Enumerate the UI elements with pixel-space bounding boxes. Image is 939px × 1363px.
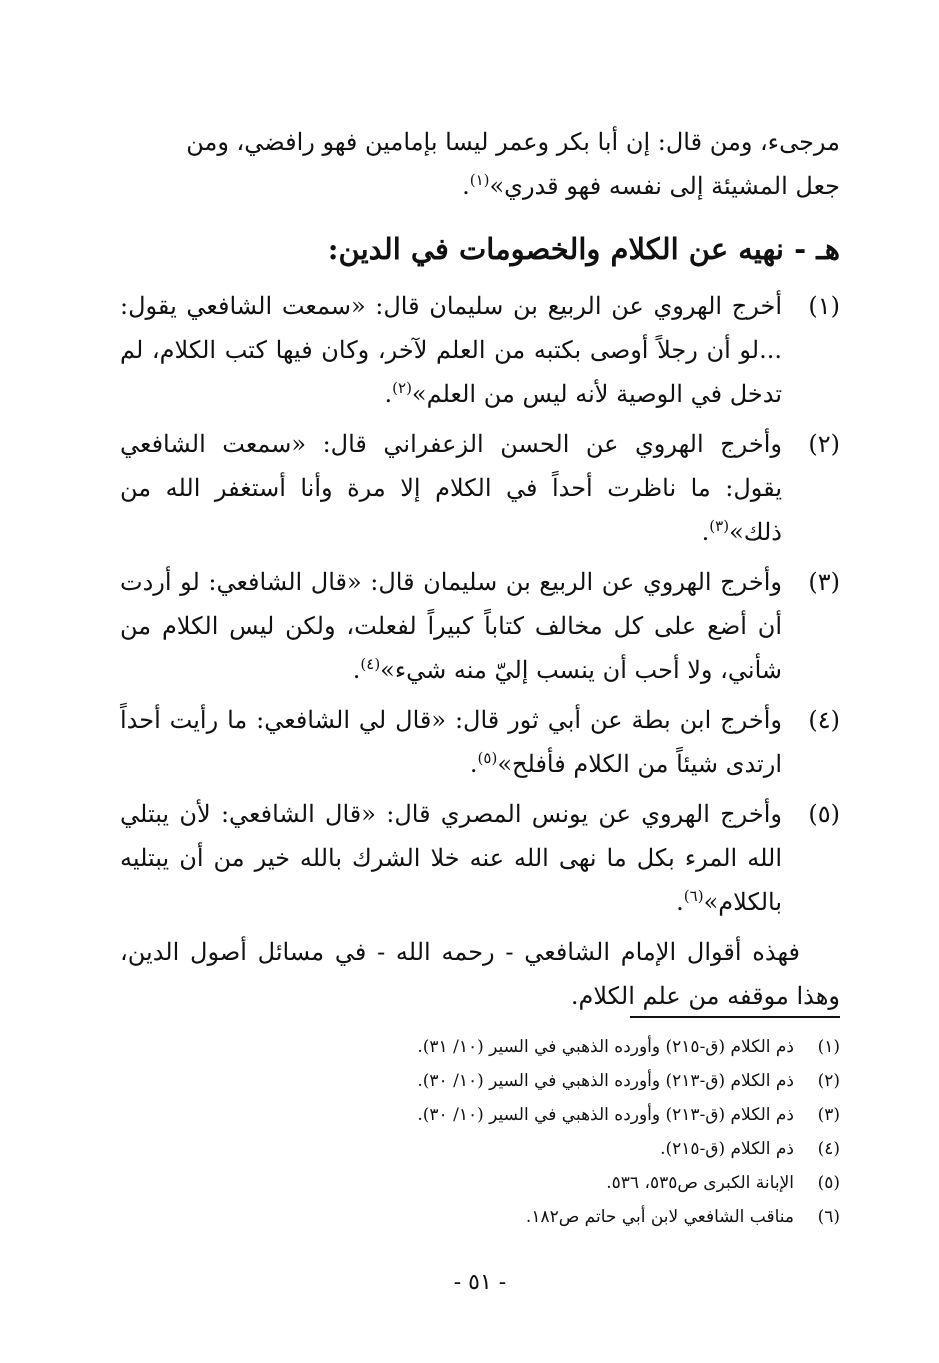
list-item [120, 284, 840, 416]
footnote-text: الإبانة الكبرى ص٥٣٥، ٥٣٦. [606, 1173, 794, 1193]
closing-paragraph: فهذه أقوال الإمام الشافعي - رحمه الله - في مسائل أصول الدين، وهذا موقفه من علم الكلام. [120, 938, 840, 1010]
item-text [120, 422, 782, 554]
page-number: - ٥١ - [453, 1270, 507, 1295]
item-end: . [676, 888, 684, 916]
footnote [120, 1132, 840, 1166]
item-body: وأخرج الهروي عن الحسن الزعفراني قال: «سمعت الشافعي يقول: ما ناظرت أحداً في الكلام إلا مرة وأنا أستغفر الله من ذلك» [120, 430, 782, 546]
footnote-ref: (٢) [392, 379, 412, 397]
item-number: (٢) [808, 430, 840, 458]
intro-paragraph [120, 120, 840, 208]
item-text [120, 560, 782, 692]
intro-line-2: جعل المشيئة إلى نفسه فهو قدري» [489, 172, 840, 200]
page-body [120, 120, 840, 1320]
item-number: (١) [808, 292, 840, 320]
footnotes [120, 1030, 840, 1234]
footnote-number: (٤) [817, 1139, 840, 1159]
footnote-divider [630, 1016, 840, 1018]
list-item [120, 792, 840, 924]
item-text [120, 698, 782, 786]
intro-line-1: مرجىء، ومن قال: إن أبا بكر وعمر ليسا بإمامين فهو رافضي، ومن [186, 128, 840, 156]
item-end: . [469, 750, 478, 778]
list-item [120, 422, 840, 554]
footnote-ref: (٥) [477, 749, 498, 767]
footnote-number: (٥) [817, 1173, 840, 1193]
section-heading: هـ - نهيه عن الكلام والخصومات في الدين: [327, 232, 840, 266]
footnote-ref: (٣) [709, 517, 730, 535]
item-body: أخرج الهروي عن الربيع بن سليمان قال: «سمعت الشافعي يقول: ...لو أن رجلاً أوصى بكتبه من العلم لآخر، وكان فيها كتب الكلام، لم تدخل في الوصية لأنه ليس من العلم» [120, 292, 782, 408]
footnote-number: (٢) [817, 1071, 840, 1091]
item-number: (٤) [808, 706, 840, 734]
footnote-text: ذم الكلام (ق-٢١٥). [660, 1139, 794, 1159]
footnote-ref: (٤) [360, 655, 381, 673]
item-text [120, 284, 782, 416]
footnote-text: ذم الكلام (ق-٢١٣) وأورده الذهبي في السير (١٠/ ٣٠). [417, 1071, 794, 1091]
footnote [120, 1098, 840, 1132]
item-end: . [701, 518, 710, 546]
item-body: وأخرج الهروي عن الربيع بن سليمان قال: «قال الشافعي: لو أردت أن أضع على كل مخالف كتاباً كبيراً لفعلت، ولكن ليس الكلام من شأني، ولا أحب أن ينسب إليّ منه شيء» [120, 568, 782, 684]
item-end: . [384, 380, 393, 408]
footnote-text: ذم الكلام (ق-٢١٥) وأورده الذهبي في السير (١٠/ ٣١). [417, 1037, 794, 1057]
footnote-text: ذم الكلام (ق-٢١٣) وأورده الذهبي في السير (١٠/ ٣٠). [417, 1105, 794, 1125]
footnote [120, 1030, 840, 1064]
footnote [120, 1166, 840, 1200]
item-body: وأخرج الهروي عن يونس المصري قال: «قال الشافعي: لأن يبتلي الله المرء بكل ما نهى الله عنه خلا الشرك بالله خير من أن يبتليه بالكلام» [120, 800, 782, 916]
footnote-number: (٦) [817, 1207, 840, 1227]
footnote-ref: (١) [469, 171, 490, 189]
item-number: (٣) [808, 568, 840, 596]
footnote-text: مناقب الشافعي لابن أبي حاتم ص١٨٢. [525, 1207, 794, 1227]
footnote [120, 1064, 840, 1098]
item-number: (٥) [808, 800, 840, 828]
footnote-number: (٣) [817, 1105, 840, 1125]
item-body: وأخرج ابن بطة عن أبي ثور قال: «قال لي الشافعي: ما رأيت أحداً ارتدى شيئاً من الكلام فأفلح» [120, 706, 782, 778]
list-item [120, 698, 840, 786]
footnote-number: (١) [817, 1037, 840, 1057]
intro-end: . [462, 172, 470, 200]
item-end: . [352, 656, 361, 684]
list-item [120, 560, 840, 692]
footnote-ref: (٦) [683, 887, 704, 905]
item-text [120, 792, 782, 924]
footnote [120, 1200, 840, 1234]
